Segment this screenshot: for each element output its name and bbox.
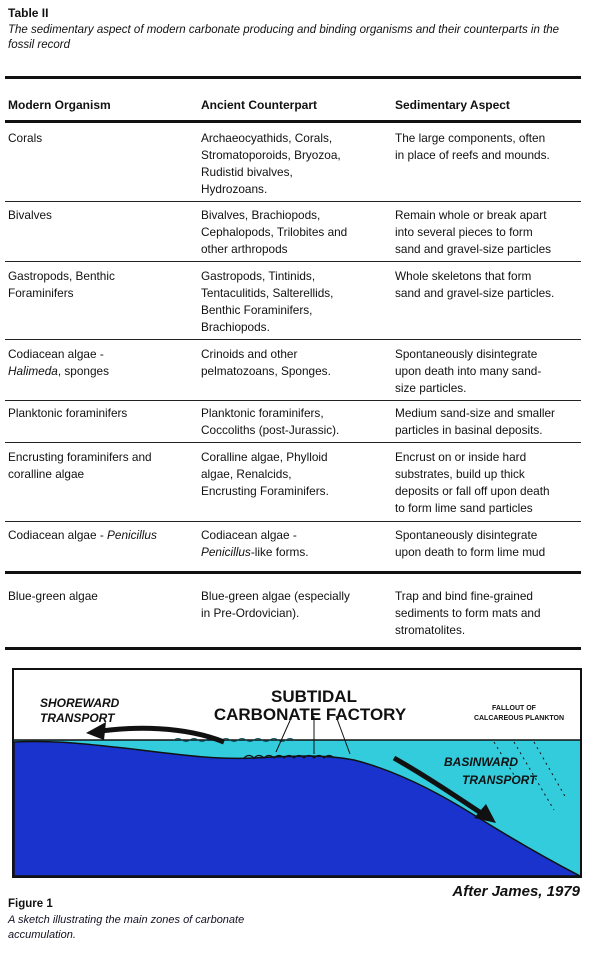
row-divider: [5, 442, 581, 443]
sedimentary-aspect-cell: Spontaneously disintegrate upon death to form lime mud: [395, 528, 546, 559]
ancient-counterpart-cell: Coralline algae, Phylloid algae, Renalcids, Encrusting Foraminifers.: [201, 450, 329, 498]
factory-label: SUBTIDAL: [271, 687, 357, 706]
sedimentary-aspect-cell: The large components, often in place of reefs and mounds.: [395, 131, 550, 162]
row-divider: [5, 261, 581, 262]
sedimentary-aspect-cell: Medium sand-size and smaller particles in basinal deposits.: [395, 406, 555, 437]
table-title: Table II: [8, 6, 49, 20]
table-bottom-rule: [5, 647, 581, 650]
modern-organism-cell: Blue-green algae: [8, 589, 98, 603]
ancient-counterpart-cell: Codiacean algae - Penicillus-like forms.: [201, 528, 309, 559]
ancient-counterpart-cell: Planktonic foraminifers, Coccoliths (post-Jurassic).: [201, 406, 340, 437]
figure-caption: A sketch illustrating the main zones of carbonate accumulation.: [8, 914, 245, 941]
modern-organism-cell: Codiacean algae - Penicillus: [8, 528, 157, 542]
modern-organism-cell: Encrusting foraminifers and coralline algae: [8, 450, 152, 481]
row-divider: [5, 201, 581, 202]
basinward-label: BASINWARD: [444, 755, 518, 769]
header-sedimentary-aspect: Sedimentary Aspect: [395, 98, 510, 112]
header-ancient-counterpart: Ancient Counterpart: [201, 98, 318, 112]
header-rule: [5, 120, 581, 123]
sedimentary-aspect-cell: Encrust on or inside hard substrates, build up thick deposits or fall off upon death to form lime sand particles: [395, 450, 550, 515]
row-divider: [5, 400, 581, 401]
row-divider: [5, 571, 581, 574]
row-divider: [5, 339, 581, 340]
carbonate-zones-figure: [12, 668, 582, 878]
modern-organism-cell: Gastropods, Benthic Foraminifers: [8, 269, 115, 300]
modern-organism-cell: Planktonic foraminifers: [8, 406, 128, 420]
fallout-label: CALCAREOUS PLANKTON: [473, 715, 565, 722]
table-caption: The sedimentary aspect of modern carbonate producing and binding organisms and their counterparts in the fossil record: [8, 24, 560, 51]
modern-organism-cell: Bivalves: [8, 208, 52, 222]
sedimentary-aspect-cell: Spontaneously disintegrate upon death into many sand- size particles.: [395, 347, 542, 395]
table-top-rule: [5, 76, 581, 79]
sedimentary-aspect-cell: Remain whole or break apart into several pieces to form sand and gravel-size particles: [395, 208, 552, 256]
ancient-counterpart-cell: Gastropods, Tintinids, Tentaculitids, Salterellids, Benthic Foraminifers, Brachiopods.: [201, 269, 334, 334]
shoreward-label: TRANSPORT: [40, 711, 115, 725]
ancient-counterpart-cell: Archaeocyathids, Corals, Stromatoporoids, Bryozoa, Rudistid bivalves, Hydrozoans.: [201, 131, 341, 196]
sedimentary-aspect-cell: Trap and bind fine-grained sediments to form mats and stromatolites.: [395, 589, 541, 637]
fallout-label: FALLOUT OF: [492, 705, 536, 712]
ancient-counterpart-cell: Blue-green algae (especially in Pre-Ordovician).: [201, 589, 350, 620]
modern-organism-cell: Codiacean algae - Halimeda, sponges: [8, 347, 110, 378]
shoreward-label: SHOREWARD: [40, 696, 120, 710]
modern-organism-cell: Corals: [8, 131, 43, 145]
figure-title: Figure 1: [8, 898, 53, 910]
ancient-counterpart-cell: Bivalves, Brachiopods, Cephalopods, Trilobites and other arthropods: [201, 208, 348, 256]
header-modern-organism: Modern Organism: [8, 98, 111, 112]
figure-credit: After James, 1979: [452, 883, 580, 900]
factory-label: CARBONATE FACTORY: [213, 705, 407, 724]
row-divider: [5, 521, 581, 522]
basinward-label: TRANSPORT: [462, 773, 537, 787]
ancient-counterpart-cell: Crinoids and other pelmatozoans, Sponges.: [201, 347, 331, 378]
sedimentary-aspect-cell: Whole skeletons that form sand and gravel-size particles.: [395, 269, 555, 300]
